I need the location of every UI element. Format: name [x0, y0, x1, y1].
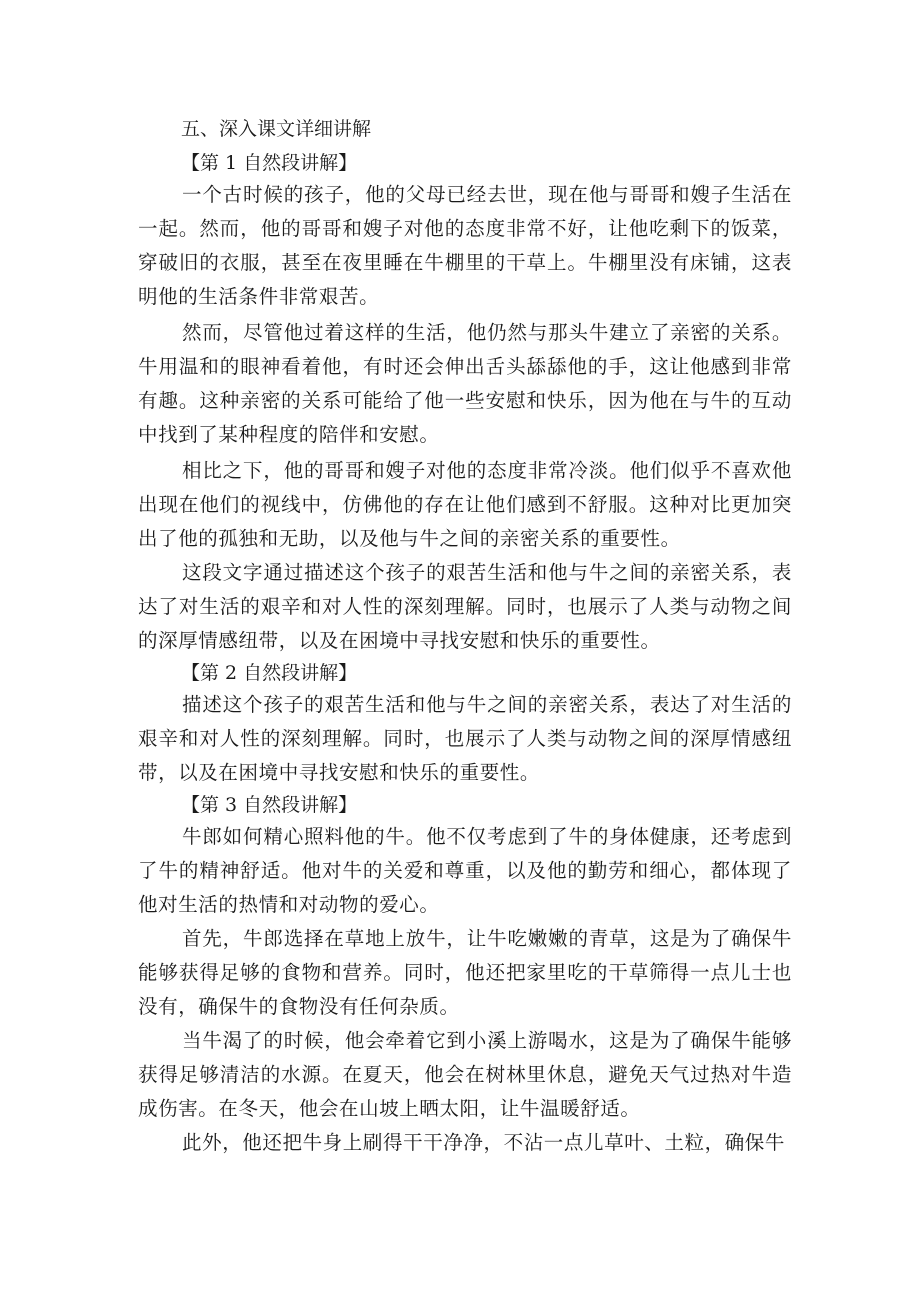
paragraph-1-text-2: 然而，尽管他过着这样的生活，他仍然与那头牛建立了亲密的关系。牛用温和的眼神看着他，有时还会伸出舌头舔舔他的手，这让他感到非常有趣。这种亲密的关系可能给了他一些安慰和快乐，因为他在与牛的互动中找到了某种程度的陪伴和安慰。 — [138, 321, 792, 446]
section-title: 五、深入课文详细讲解 — [181, 118, 372, 140]
paragraph-1-heading: 【第 1 自然段讲解】 — [181, 152, 358, 174]
paragraph-3-heading: 【第 3 自然段讲解】 — [181, 794, 358, 816]
paragraph-1-text-4: 这段文字通过描述这个孩子的艰苦生活和他与牛之间的亲密关系，表达了对生活的艰辛和对人性的深刻理解。同时，也展示了人类与动物之间的深厚情感纽带，以及在困境中寻找安慰和快乐的重要性。 — [138, 561, 792, 652]
paragraph-3-text-3: 当牛渴了的时候，他会牵着它到小溪上游喝水，这是为了确保牛能够获得足够清洁的水源。在夏天，他会在树林里休息，避免天气过热对牛造成伤害。在冬天，他会在山坡上晒太阳，让牛温暖舒适。 — [138, 1029, 792, 1120]
paragraph-2-heading: 【第 2 自然段讲解】 — [181, 662, 358, 684]
paragraph-1-text-3: 相比之下，他的哥哥和嫂子对他的态度非常冷淡。他们似乎不喜欢他出现在他们的视线中，仿佛他的存在让他们感到不舒服。这种对比更加突出了他的孤独和无助，以及他与牛之间的亲密关系的重要性。 — [138, 459, 792, 550]
paragraph-2-text-1: 描述这个孩子的艰苦生活和他与牛之间的亲密关系，表达了对生活的艰辛和对人性的深刻理解。同时，也展示了人类与动物之间的深厚情感纽带，以及在困境中寻找安慰和快乐的重要性。 — [138, 693, 792, 784]
paragraph-1-text-1: 一个古时候的孩子，他的父母已经去世，现在他与哥哥和嫂子生活在一起。然而，他的哥哥和嫂子对他的态度非常不好，让他吃剩下的饭菜，穿破旧的衣服，甚至在夜里睡在牛棚里的干草上。牛棚里没有床铺，这表明他的生活条件非常艰苦。 — [138, 183, 792, 308]
paragraph-3-text-4: 此外，他还把牛身上刷得干干净净，不沾一点儿草叶、土粒，确保牛 — [182, 1131, 786, 1154]
paragraph-3-text-2: 首先，牛郎选择在草地上放牛，让牛吃嫩嫩的青草，这是为了确保牛能够获得足够的食物和营养。同时，他还把家里吃的干草筛得一点儿士也没有，确保牛的食物没有任何杂质。 — [138, 927, 792, 1018]
paragraph-3-text-1: 牛郎如何精心照料他的牛。他不仅考虑到了牛的身体健康，还考虑到了牛的精神舒适。他对牛的关爱和尊重，以及他的勤劳和细心，都体现了他对生活的热情和对动物的爱心。 — [138, 825, 792, 916]
